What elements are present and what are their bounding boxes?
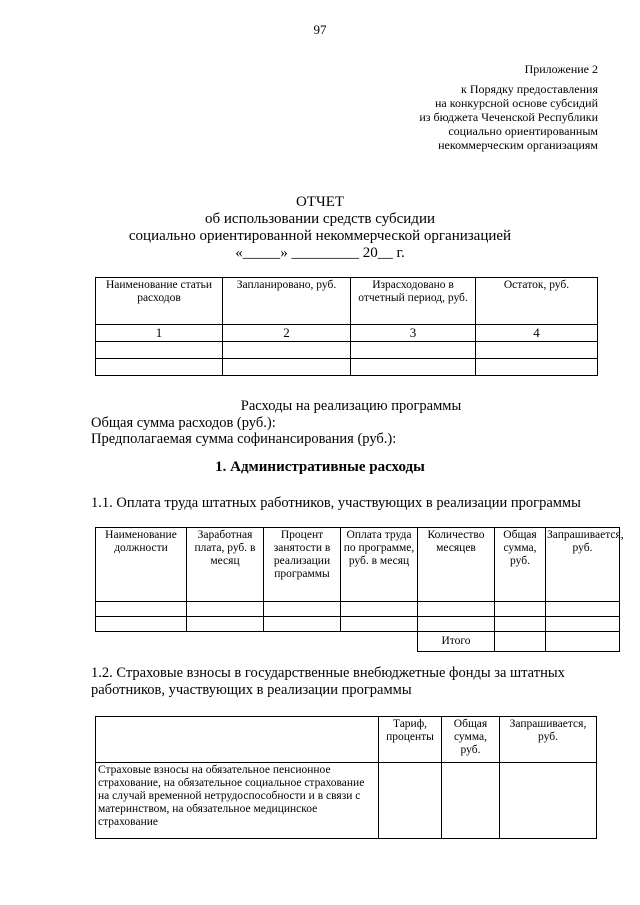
empty-cell [187,632,264,652]
header-expense-item: Наименование статьи расходов [96,278,223,325]
total-sum-cell[interactable] [495,632,546,652]
table-cell[interactable] [546,617,620,632]
subsection-1-1-heading: 1.1. Оплата труда штатных работников, участвующих в реализации программы [91,495,581,511]
header-months: Количество месяцев [418,528,495,602]
table-cell[interactable] [495,617,546,632]
column-number: 4 [476,325,598,342]
program-expenses-block [91,398,611,448]
insurance-table [95,716,597,839]
page-number: 97 [313,22,327,37]
table-cell[interactable] [187,617,264,632]
column-number: 2 [223,325,351,342]
empty-cell [264,632,341,652]
appendix-line: некоммерческим организациям [438,138,598,152]
total-row [96,632,620,652]
header-balance: Остаток, руб. [476,278,598,325]
table-row [96,617,620,632]
insurance-row-label: Страховые взносы на обязательное пенсионное страхование, на обязательное социальное страхование на случай временной нетрудоспособности и в связи с материнством, на обязательное медицинское страхование [96,763,379,839]
total-expenses-label: Общая сумма расходов (руб.): [91,414,276,431]
table-row [96,763,597,839]
appendix-line: на конкурсной основе субсидий [434,96,598,110]
table-row [96,602,620,617]
table-cell[interactable] [379,763,442,839]
header-program-pay: Оплата труда по программе, руб. в месяц [341,528,418,602]
header-requested: Запрашивается, руб. [500,717,597,763]
appendix-line: к Порядку предоставления [460,82,598,96]
table-cell[interactable] [418,602,495,617]
appendix-title: Приложение 2 [524,62,598,76]
report-subtitle-1: об использовании средств субсидии [205,211,435,227]
table-cell[interactable] [546,602,620,617]
column-number: 1 [96,325,223,342]
program-heading: Расходы на реализацию программы [240,398,462,414]
subsection-1-2-heading: 1.2. Страховые взносы в государственные внебюджетные фонды за штатных работников, участвующих в реализации программы [91,665,565,698]
report-title: ОТЧЕТ [295,194,345,210]
header-total-sum: Общая сумма, руб. [495,528,546,602]
table-cell[interactable] [223,359,351,376]
header-salary: Заработная плата, руб. в месяц [187,528,264,602]
appendix-line: социально ориентированным [448,124,598,138]
table-cell[interactable] [418,617,495,632]
admin-expenses-heading: 1. Административные расходы [215,459,425,475]
cofinance-label: Предполагаемая сумма софинансирования (руб.): [91,431,397,447]
table-cell[interactable] [264,617,341,632]
table-cell[interactable] [500,763,597,839]
table-cell[interactable] [96,342,223,359]
table-cell[interactable] [476,342,598,359]
header-tariff: Тариф, проценты [379,717,442,763]
report-subtitle-2: социально ориентированной некоммерческой организацией [128,228,512,244]
table-cell[interactable] [442,763,500,839]
appendix-line: из бюджета Чеченской Республики [419,110,598,124]
header-position: Наименование должности [96,528,187,602]
table-cell[interactable] [476,359,598,376]
table-cell[interactable] [96,617,187,632]
appendix-block [298,62,598,152]
expense-summary-table [95,277,598,376]
total-requested-cell[interactable] [546,632,620,652]
empty-cell [96,632,187,652]
table-cell[interactable] [351,342,476,359]
header-requested: Запрашивается, руб. [546,528,620,602]
table-cell[interactable] [341,602,418,617]
table-row [96,359,598,376]
report-title-block [0,194,640,262]
table-cell[interactable] [495,602,546,617]
table-cell[interactable] [96,602,187,617]
salary-table [95,527,624,652]
header-employment-percent: Процент занятости в реализации программы [264,528,341,602]
table-cell[interactable] [351,359,476,376]
empty-cell [341,632,418,652]
table-cell[interactable] [187,602,264,617]
table-cell[interactable] [341,617,418,632]
header-spent: Израсходовано в отчетный период, руб. [351,278,476,325]
header-planned: Запланировано, руб. [223,278,351,325]
column-number: 3 [351,325,476,342]
table-cell[interactable] [96,359,223,376]
table-cell[interactable] [223,342,351,359]
table-cell[interactable] [264,602,341,617]
table-row [96,342,598,359]
total-label: Итого [418,632,495,652]
header-empty [96,717,379,763]
report-date-line: «_____» _________ 20__ г. [235,245,405,261]
header-total-sum: Общая сумма, руб. [442,717,500,763]
